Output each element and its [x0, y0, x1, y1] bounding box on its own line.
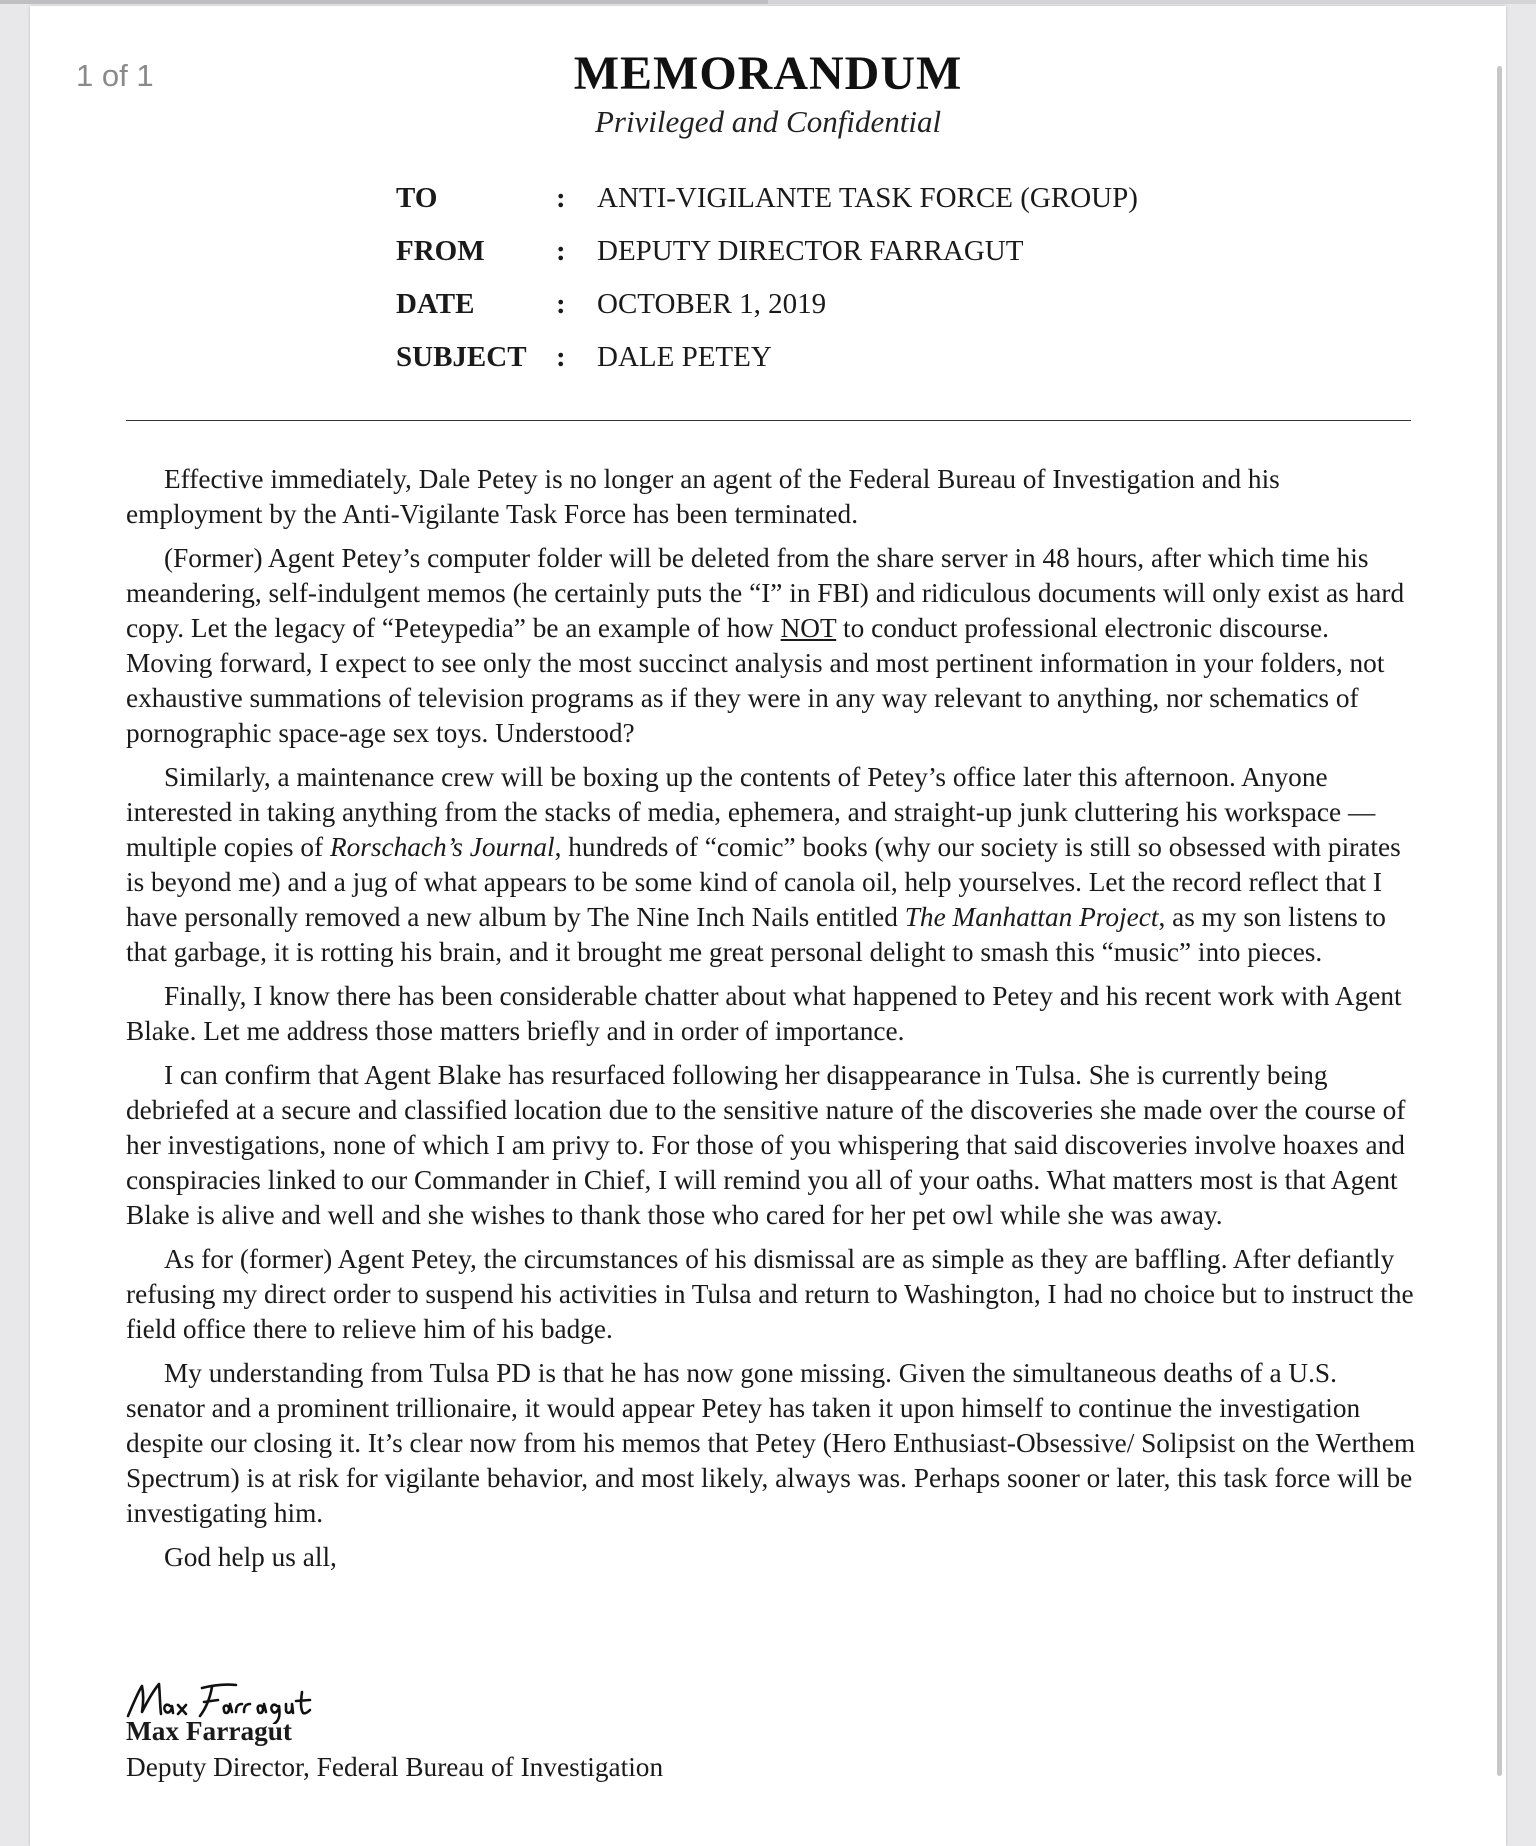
closing: God help us all, — [164, 1542, 337, 1572]
header-value: DEPUTY DIRECTOR FARRAGUT — [597, 235, 1024, 267]
signer-title: Deputy Director, Federal Bureau of Investigation — [126, 1752, 664, 1782]
header-colon: : — [556, 288, 566, 320]
paragraph-text: , as my son listens to that garbage, it is rotting his brain, and it brought me great personal delight to smash this “music” into pieces. — [126, 902, 1386, 967]
header-label: SUBJECT — [396, 341, 527, 373]
load-progress-bar — [0, 0, 1536, 4]
header-label: TO — [396, 182, 438, 214]
page-indicator: 1 of 1 — [76, 58, 154, 93]
header-colon: : — [556, 182, 566, 214]
memo-title: MEMORANDUM — [573, 47, 963, 100]
header-label: DATE — [396, 288, 475, 320]
header-divider — [126, 420, 1411, 421]
underlined-text: NOT — [780, 613, 837, 643]
paragraph — [126, 541, 1416, 751]
load-progress-fill — [0, 0, 768, 4]
header-value: ANTI-VIGILANTE TASK FORCE (GROUP) — [597, 182, 1138, 214]
paragraph-text: to conduct professional electronic discourse. Moving forward, I expect to see only the most succinct analysis and most pertinent information in your folders, not exhaustive summations of television programs as if they were in any way relevant to anything, nor schematics of pornographic space-age sex toys. Understood? — [126, 613, 1385, 748]
scrollbar[interactable] — [1494, 66, 1506, 1806]
paragraph-text: (Former) Agent Petey’s computer folder will be deleted from the share server in 48 hours, after which time his meandering, self-indulgent memos (he certainly puts the “I” in FBI) and ridiculous documents will only exist as hard copy. Let the legacy of “Peteypedia” be an example of how — [126, 543, 1405, 643]
header-colon: : — [556, 341, 566, 373]
header-label: FROM — [396, 235, 485, 267]
header-value: DALE PETEY — [597, 341, 772, 373]
signer-name: Max Farragut — [126, 1716, 293, 1746]
paragraph — [126, 760, 1416, 970]
paragraph-text: Similarly, a maintenance crew will be boxing up the contents of Petey’s office later this afternoon. Anyone interested in taking anything from the stacks of media, ephemera, and straight-up junk cluttering his workspace — multiple copies of — [126, 762, 1376, 862]
paragraph: Effective immediately, Dale Petey is no longer an agent of the Federal Bureau of Investigation and his employment by the Anti-Vigilante Task Force has been terminated. — [126, 464, 1280, 529]
italic-title: The Manhattan Project — [904, 902, 1159, 932]
paragraph: As for (former) Agent Petey, the circumstances of his dismissal are as simple as they are baffling. After defiantly refusing my direct order to suspend his activities in Tulsa and return to Washington, I had no choice but to instruct the field office there to relieve him of his badge. — [126, 1244, 1414, 1344]
paragraph-text: , hundreds of “comic” books (why our society is still so obsessed with pirates is beyond me) and a jug of what appears to be some kind of canola oil, help yourselves. Let the record reflect that I have personally removed a new album by The Nine Inch Nails entitled — [126, 832, 1401, 932]
header-value: OCTOBER 1, 2019 — [597, 288, 827, 320]
italic-title: Rorschach’s Journal — [329, 832, 555, 862]
paragraph: I can confirm that Agent Blake has resurfaced following her disappearance in Tulsa. She is currently being debriefed at a secure and classified location due to the sensitive nature of the discoveries she made over the course of her investigations, none of which I am privy to. For those of you whispering that said discoveries involve hoaxes and conspiracies linked to our Commander in Chief, I will remind you all of your oaths. What matters most is that Agent Blake is alive and well and she wishes to thank those who cared for her pet owl while she was away. — [126, 1060, 1406, 1230]
memo-subtitle: Privileged and Confidential — [594, 104, 942, 139]
header-colon: : — [556, 235, 566, 267]
memo-body — [126, 462, 1416, 1584]
paragraph: Finally, I know there has been considerable chatter about what happened to Petey and his recent work with Agent Blake. Let me address those matters briefly and in order of importance. — [126, 981, 1402, 1046]
scrollbar-thumb[interactable] — [1497, 66, 1502, 1776]
paragraph: My understanding from Tulsa PD is that he has now gone missing. Given the simultaneous deaths of a U.S. senator and a prominent trillionaire, it would appear Petey has taken it upon himself to continue the investigation despite our closing it. It’s clear now from his memos that Petey (Hero Enthusiast-Obsessive/ Solipsist on the Werthem Spectrum) is at risk for vigilante behavior, and most likely, always was. Perhaps sooner or later, this task force will be investigating him. — [126, 1358, 1416, 1528]
